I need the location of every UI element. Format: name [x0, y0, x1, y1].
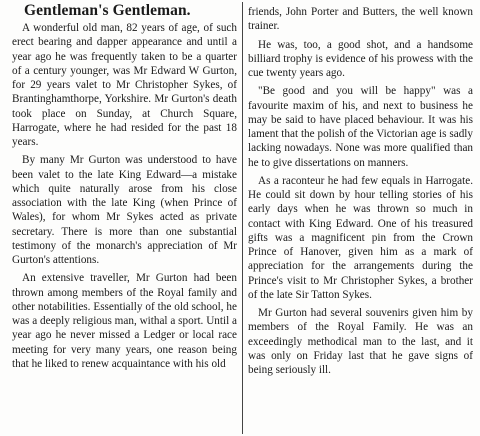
article-headline: Gentleman's Gentleman.: [24, 2, 191, 19]
paragraph-3-continued: friends, John Porter and Butters, the well known trainer.: [248, 6, 473, 33]
paragraph-3: An extensive traveller, Mr Gurton had been thrown among members of the Royal family and other notabilities. Essentially of the old school, he was a deeply religious man, withal a sport. Until a year ago he never missed a Ledger or local race meeting for very many years, one reason being that he liked to renew acquaintance with his old: [12, 272, 237, 370]
paragraph-6: As a raconteur he had few equals in Harrogate. He could sit down by hour telling stories of his early days when he was thrown so much in contact with King Edward. One of his treasured gifts was a magnificent pin from the Crown Prince of Hanover, given him as a mark of appreciation for the arrangements during the Prince's visit to Mr Christopher Sykes, a brother of the late Sir Tatton Sykes.: [248, 174, 473, 301]
column-divider: [242, 2, 243, 434]
right-column: [248, 5, 473, 381]
paragraph-7: Mr Gurton had several souvenirs given him by members of the Royal Family. He was an exceedingly methodical man to the last, and it was only on Friday last that he gave signs of being seriously ill.: [248, 307, 473, 376]
left-column: [12, 21, 237, 375]
paragraph-2: By many Mr Gurton was understood to have been valet to the late King Edward—a mistake which quite naturally arose from his close association with the late King (when Prince of Wales), for whom Mr Sykes acted as private secretary. There is more than one substantial testimony of the monarch's appreciation of Mr Gurton's attentions.: [12, 154, 237, 266]
paragraph-4: He was, too, a good shot, and a handsome billiard trophy is evidence of his prowess with the cue twenty years ago.: [248, 38, 473, 79]
paragraph-5: "Be good and you will be happy" was a favourite maxim of his, and next to business he may be said to have placed behaviour. It was his lament that the polish of the Victorian age is sadly lacking nowadays. None was more qualified than he to give dissertations on manners.: [248, 85, 473, 169]
paragraph-1: A wonderful old man, 82 years of age, of such erect bearing and dapper appearance and until a year ago he was frequently taken to be a quarter of a century younger, was Mr Edward W Gurton, for 29 years valet to Mr Christopher Sykes, of Brantinghamthorpe, Yorkshire. Mr Gurton's death took place on Sunday, at Church Square, Harrogate, where he had resided for the past 18 years.: [12, 22, 237, 148]
